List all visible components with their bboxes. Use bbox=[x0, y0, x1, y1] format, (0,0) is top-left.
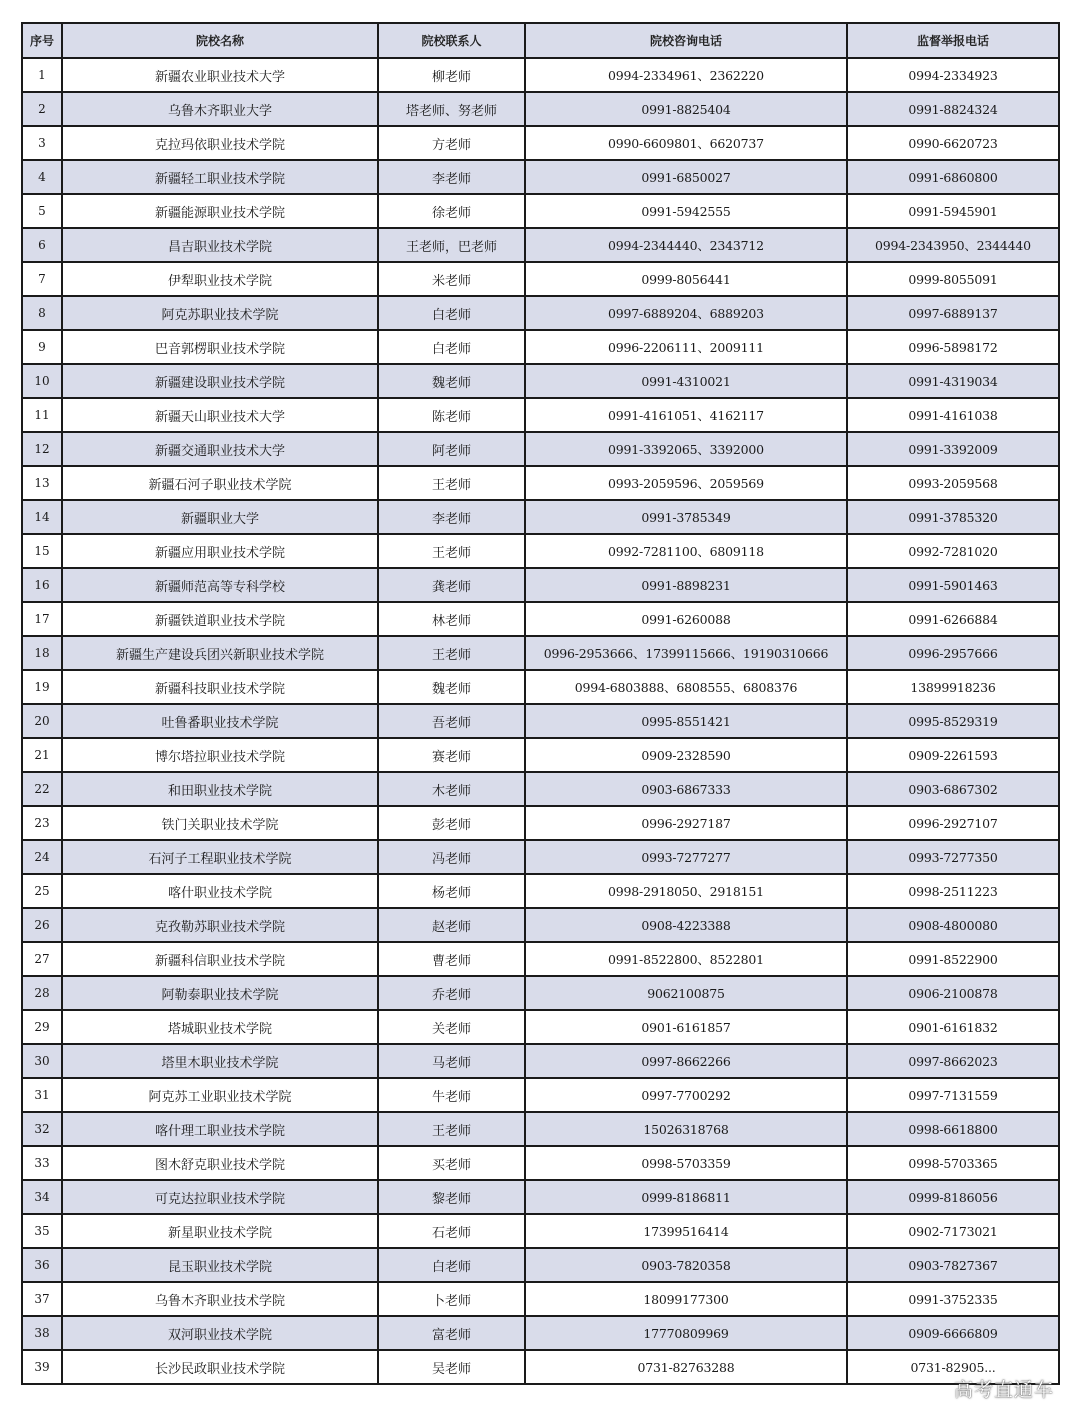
cell-consult-phone: 0999-8056441 bbox=[525, 262, 847, 296]
cell-index: 21 bbox=[22, 738, 62, 772]
table-row bbox=[22, 1044, 1059, 1078]
cell-index: 3 bbox=[22, 126, 62, 160]
cell-contact-person: 冯老师 bbox=[378, 840, 525, 874]
cell-report-phone: 0998-2511223 bbox=[847, 874, 1059, 908]
cell-index: 38 bbox=[22, 1316, 62, 1350]
cell-college-name: 可克达拉职业技术学院 bbox=[62, 1180, 378, 1214]
cell-college-name: 新疆应用职业技术学院 bbox=[62, 534, 378, 568]
cell-contact-person: 白老师 bbox=[378, 1248, 525, 1282]
cell-report-phone: 0991-4161038 bbox=[847, 398, 1059, 432]
cell-report-phone: 0909-6666809 bbox=[847, 1316, 1059, 1350]
cell-consult-phone: 0998-2918050、2918151 bbox=[525, 874, 847, 908]
cell-index: 6 bbox=[22, 228, 62, 262]
table-row bbox=[22, 840, 1059, 874]
table-row bbox=[22, 636, 1059, 670]
cell-report-phone: 0997-8662023 bbox=[847, 1044, 1059, 1078]
cell-consult-phone: 0991-5942555 bbox=[525, 194, 847, 228]
cell-college-name: 新疆石河子职业技术学院 bbox=[62, 466, 378, 500]
cell-contact-person: 塔老师、努老师 bbox=[378, 92, 525, 126]
cell-report-phone: 0991-8522900 bbox=[847, 942, 1059, 976]
cell-college-name: 乌鲁木齐职业大学 bbox=[62, 92, 378, 126]
table-row bbox=[22, 398, 1059, 432]
table-row bbox=[22, 1112, 1059, 1146]
cell-index: 23 bbox=[22, 806, 62, 840]
college-contact-table bbox=[21, 22, 1060, 1385]
cell-college-name: 铁门关职业技术学院 bbox=[62, 806, 378, 840]
cell-contact-person: 买老师 bbox=[378, 1146, 525, 1180]
cell-college-name: 新疆生产建设兵团兴新职业技术学院 bbox=[62, 636, 378, 670]
table-row bbox=[22, 228, 1059, 262]
cell-contact-person: 李老师 bbox=[378, 500, 525, 534]
cell-index: 12 bbox=[22, 432, 62, 466]
cell-index: 19 bbox=[22, 670, 62, 704]
cell-college-name: 巴音郭楞职业技术学院 bbox=[62, 330, 378, 364]
cell-index: 25 bbox=[22, 874, 62, 908]
cell-college-name: 博尔塔拉职业技术学院 bbox=[62, 738, 378, 772]
table-row bbox=[22, 296, 1059, 330]
cell-report-phone: 0995-8529319 bbox=[847, 704, 1059, 738]
cell-college-name: 新疆铁道职业技术学院 bbox=[62, 602, 378, 636]
cell-report-phone: 0996-5898172 bbox=[847, 330, 1059, 364]
cell-report-phone: 0991-3785320 bbox=[847, 500, 1059, 534]
table-row bbox=[22, 432, 1059, 466]
cell-report-phone: 0998-5703365 bbox=[847, 1146, 1059, 1180]
cell-consult-phone: 0997-6889204、6889203 bbox=[525, 296, 847, 330]
cell-contact-person: 王老师 bbox=[378, 534, 525, 568]
cell-report-phone: 0991-5901463 bbox=[847, 568, 1059, 602]
cell-index: 4 bbox=[22, 160, 62, 194]
table-row bbox=[22, 874, 1059, 908]
table-row bbox=[22, 772, 1059, 806]
cell-contact-person: 彭老师 bbox=[378, 806, 525, 840]
cell-contact-person: 牛老师 bbox=[378, 1078, 525, 1112]
cell-consult-phone: 9062100875 bbox=[525, 976, 847, 1010]
watermark-text: 高考直通车 bbox=[953, 1379, 1054, 1401]
cell-index: 8 bbox=[22, 296, 62, 330]
table-row bbox=[22, 1078, 1059, 1112]
cell-college-name: 新疆天山职业技术大学 bbox=[62, 398, 378, 432]
cell-index: 30 bbox=[22, 1044, 62, 1078]
table-row bbox=[22, 1316, 1059, 1350]
cell-contact-person: 乔老师 bbox=[378, 976, 525, 1010]
table-row bbox=[22, 670, 1059, 704]
cell-college-name: 新疆轻工职业技术学院 bbox=[62, 160, 378, 194]
cell-contact-person: 曹老师 bbox=[378, 942, 525, 976]
cell-index: 36 bbox=[22, 1248, 62, 1282]
cell-college-name: 昆玉职业技术学院 bbox=[62, 1248, 378, 1282]
table-row bbox=[22, 1282, 1059, 1316]
table-row bbox=[22, 58, 1059, 92]
cell-contact-person: 黎老师 bbox=[378, 1180, 525, 1214]
cell-contact-person: 白老师 bbox=[378, 296, 525, 330]
table-row bbox=[22, 1010, 1059, 1044]
cell-college-name: 新星职业技术学院 bbox=[62, 1214, 378, 1248]
cell-college-name: 石河子工程职业技术学院 bbox=[62, 840, 378, 874]
cell-contact-person: 吾老师 bbox=[378, 704, 525, 738]
cell-index: 34 bbox=[22, 1180, 62, 1214]
cell-index: 18 bbox=[22, 636, 62, 670]
cell-index: 26 bbox=[22, 908, 62, 942]
cell-contact-person: 王老师，巴老师 bbox=[378, 228, 525, 262]
table-row bbox=[22, 194, 1059, 228]
cell-consult-phone: 0991-6850027 bbox=[525, 160, 847, 194]
cell-college-name: 新疆建设职业技术学院 bbox=[62, 364, 378, 398]
cell-consult-phone: 0993-7277277 bbox=[525, 840, 847, 874]
cell-contact-person: 王老师 bbox=[378, 1112, 525, 1146]
table-row bbox=[22, 1248, 1059, 1282]
cell-index: 5 bbox=[22, 194, 62, 228]
cell-index: 13 bbox=[22, 466, 62, 500]
cell-contact-person: 李老师 bbox=[378, 160, 525, 194]
cell-contact-person: 阿老师 bbox=[378, 432, 525, 466]
cell-consult-phone: 0991-8825404 bbox=[525, 92, 847, 126]
cell-report-phone: 0997-7131559 bbox=[847, 1078, 1059, 1112]
cell-report-phone: 0902-7173021 bbox=[847, 1214, 1059, 1248]
cell-report-phone: 0909-2261593 bbox=[847, 738, 1059, 772]
cell-consult-phone: 0908-4223388 bbox=[525, 908, 847, 942]
cell-consult-phone: 0996-2953666、17399115666、19190310666 bbox=[525, 636, 847, 670]
cell-college-name: 和田职业技术学院 bbox=[62, 772, 378, 806]
cell-consult-phone: 17399516414 bbox=[525, 1214, 847, 1248]
cell-report-phone: 0903-6867302 bbox=[847, 772, 1059, 806]
cell-report-phone: 0993-7277350 bbox=[847, 840, 1059, 874]
cell-report-phone: 0992-7281020 bbox=[847, 534, 1059, 568]
table-row bbox=[22, 1180, 1059, 1214]
cell-index: 17 bbox=[22, 602, 62, 636]
cell-consult-phone: 0996-2206111、2009111 bbox=[525, 330, 847, 364]
cell-consult-phone: 0991-3785349 bbox=[525, 500, 847, 534]
cell-contact-person: 王老师 bbox=[378, 636, 525, 670]
cell-consult-phone: 15026318768 bbox=[525, 1112, 847, 1146]
cell-contact-person: 王老师 bbox=[378, 466, 525, 500]
cell-report-phone: 0994-2343950、2344440 bbox=[847, 228, 1059, 262]
cell-index: 28 bbox=[22, 976, 62, 1010]
table-row bbox=[22, 330, 1059, 364]
table-row bbox=[22, 364, 1059, 398]
cell-index: 29 bbox=[22, 1010, 62, 1044]
cell-contact-person: 徐老师 bbox=[378, 194, 525, 228]
cell-contact-person: 吴老师 bbox=[378, 1350, 525, 1384]
cell-college-name: 喀什职业技术学院 bbox=[62, 874, 378, 908]
cell-index: 20 bbox=[22, 704, 62, 738]
cell-consult-phone: 0991-8898231 bbox=[525, 568, 847, 602]
table-row bbox=[22, 126, 1059, 160]
cell-consult-phone: 0997-8662266 bbox=[525, 1044, 847, 1078]
cell-contact-person: 富老师 bbox=[378, 1316, 525, 1350]
cell-college-name: 新疆农业职业技术大学 bbox=[62, 58, 378, 92]
cell-consult-phone: 0903-7820358 bbox=[525, 1248, 847, 1282]
cell-college-name: 双河职业技术学院 bbox=[62, 1316, 378, 1350]
cell-index: 14 bbox=[22, 500, 62, 534]
cell-consult-phone: 0995-8551421 bbox=[525, 704, 847, 738]
cell-report-phone: 0731-82905... bbox=[847, 1350, 1059, 1384]
table-row bbox=[22, 262, 1059, 296]
cell-consult-phone: 0997-7700292 bbox=[525, 1078, 847, 1112]
cell-index: 15 bbox=[22, 534, 62, 568]
cell-college-name: 克拉玛依职业技术学院 bbox=[62, 126, 378, 160]
table-header-row bbox=[22, 23, 1059, 58]
cell-report-phone: 0991-3392009 bbox=[847, 432, 1059, 466]
cell-index: 37 bbox=[22, 1282, 62, 1316]
cell-college-name: 喀什理工职业技术学院 bbox=[62, 1112, 378, 1146]
cell-college-name: 吐鲁番职业技术学院 bbox=[62, 704, 378, 738]
cell-contact-person: 卜老师 bbox=[378, 1282, 525, 1316]
cell-report-phone: 0999-8055091 bbox=[847, 262, 1059, 296]
cell-index: 32 bbox=[22, 1112, 62, 1146]
cell-consult-phone: 0991-3392065、3392000 bbox=[525, 432, 847, 466]
cell-college-name: 新疆科信职业技术学院 bbox=[62, 942, 378, 976]
cell-report-phone: 0999-8186056 bbox=[847, 1180, 1059, 1214]
cell-college-name: 新疆能源职业技术学院 bbox=[62, 194, 378, 228]
cell-contact-person: 杨老师 bbox=[378, 874, 525, 908]
cell-contact-person: 魏老师 bbox=[378, 364, 525, 398]
cell-college-name: 新疆职业大学 bbox=[62, 500, 378, 534]
cell-report-phone: 0996-2927107 bbox=[847, 806, 1059, 840]
cell-report-phone: 0991-6266884 bbox=[847, 602, 1059, 636]
cell-index: 27 bbox=[22, 942, 62, 976]
cell-consult-phone: 18099177300 bbox=[525, 1282, 847, 1316]
cell-contact-person: 林老师 bbox=[378, 602, 525, 636]
cell-report-phone: 0997-6889137 bbox=[847, 296, 1059, 330]
table-row bbox=[22, 942, 1059, 976]
table-body bbox=[22, 58, 1059, 1384]
cell-report-phone: 0990-6620723 bbox=[847, 126, 1059, 160]
cell-consult-phone: 0909-2328590 bbox=[525, 738, 847, 772]
cell-college-name: 阿克苏职业技术学院 bbox=[62, 296, 378, 330]
cell-report-phone: 0998-6618800 bbox=[847, 1112, 1059, 1146]
cell-consult-phone: 0994-2334961、2362220 bbox=[525, 58, 847, 92]
cell-contact-person: 石老师 bbox=[378, 1214, 525, 1248]
header-college-name: 院校名称 bbox=[62, 23, 378, 58]
cell-college-name: 长沙民政职业技术学院 bbox=[62, 1350, 378, 1384]
contact-table-sheet bbox=[21, 22, 1058, 1385]
cell-consult-phone: 0991-4310021 bbox=[525, 364, 847, 398]
cell-consult-phone: 17770809969 bbox=[525, 1316, 847, 1350]
cell-report-phone: 13899918236 bbox=[847, 670, 1059, 704]
cell-consult-phone: 0998-5703359 bbox=[525, 1146, 847, 1180]
cell-report-phone: 0903-7827367 bbox=[847, 1248, 1059, 1282]
cell-contact-person: 赛老师 bbox=[378, 738, 525, 772]
header-report-phone: 监督举报电话 bbox=[847, 23, 1059, 58]
table-row bbox=[22, 92, 1059, 126]
cell-contact-person: 米老师 bbox=[378, 262, 525, 296]
cell-index: 31 bbox=[22, 1078, 62, 1112]
header-consult-phone: 院校咨询电话 bbox=[525, 23, 847, 58]
cell-report-phone: 0996-2957666 bbox=[847, 636, 1059, 670]
cell-consult-phone: 0991-8522800、8522801 bbox=[525, 942, 847, 976]
cell-college-name: 塔城职业技术学院 bbox=[62, 1010, 378, 1044]
cell-index: 24 bbox=[22, 840, 62, 874]
cell-college-name: 新疆科技职业技术学院 bbox=[62, 670, 378, 704]
table-row bbox=[22, 602, 1059, 636]
header-contact-person: 院校联系人 bbox=[378, 23, 525, 58]
table-row bbox=[22, 908, 1059, 942]
cell-index: 9 bbox=[22, 330, 62, 364]
cell-college-name: 克孜勒苏职业技术学院 bbox=[62, 908, 378, 942]
cell-consult-phone: 0991-4161051、4162117 bbox=[525, 398, 847, 432]
cell-consult-phone: 0994-6803888、6808555、6808376 bbox=[525, 670, 847, 704]
cell-consult-phone: 0999-8186811 bbox=[525, 1180, 847, 1214]
cell-index: 35 bbox=[22, 1214, 62, 1248]
cell-contact-person: 魏老师 bbox=[378, 670, 525, 704]
table-row bbox=[22, 466, 1059, 500]
header-index: 序号 bbox=[22, 23, 62, 58]
cell-report-phone: 0901-6161832 bbox=[847, 1010, 1059, 1044]
cell-index: 1 bbox=[22, 58, 62, 92]
cell-report-phone: 0991-6860800 bbox=[847, 160, 1059, 194]
cell-college-name: 图木舒克职业技术学院 bbox=[62, 1146, 378, 1180]
cell-contact-person: 陈老师 bbox=[378, 398, 525, 432]
cell-consult-phone: 0903-6867333 bbox=[525, 772, 847, 806]
table-row bbox=[22, 160, 1059, 194]
cell-consult-phone: 0731-82763288 bbox=[525, 1350, 847, 1384]
cell-consult-phone: 0991-6260088 bbox=[525, 602, 847, 636]
cell-consult-phone: 0992-7281100、6809118 bbox=[525, 534, 847, 568]
cell-contact-person: 白老师 bbox=[378, 330, 525, 364]
table-row bbox=[22, 738, 1059, 772]
cell-report-phone: 0906-2100878 bbox=[847, 976, 1059, 1010]
cell-consult-phone: 0993-2059596、2059569 bbox=[525, 466, 847, 500]
table-row bbox=[22, 976, 1059, 1010]
table-row bbox=[22, 704, 1059, 738]
cell-college-name: 新疆交通职业技术大学 bbox=[62, 432, 378, 466]
cell-consult-phone: 0901-6161857 bbox=[525, 1010, 847, 1044]
cell-consult-phone: 0990-6609801、6620737 bbox=[525, 126, 847, 160]
cell-report-phone: 0993-2059568 bbox=[847, 466, 1059, 500]
table-row bbox=[22, 1350, 1059, 1384]
table-row bbox=[22, 1146, 1059, 1180]
cell-index: 39 bbox=[22, 1350, 62, 1384]
cell-college-name: 阿勒泰职业技术学院 bbox=[62, 976, 378, 1010]
cell-consult-phone: 0996-2927187 bbox=[525, 806, 847, 840]
cell-college-name: 阿克苏工业职业技术学院 bbox=[62, 1078, 378, 1112]
cell-index: 7 bbox=[22, 262, 62, 296]
cell-report-phone: 0991-4319034 bbox=[847, 364, 1059, 398]
cell-college-name: 新疆师范高等专科学校 bbox=[62, 568, 378, 602]
cell-report-phone: 0908-4800080 bbox=[847, 908, 1059, 942]
cell-index: 33 bbox=[22, 1146, 62, 1180]
cell-contact-person: 关老师 bbox=[378, 1010, 525, 1044]
cell-index: 16 bbox=[22, 568, 62, 602]
cell-report-phone: 0994-2334923 bbox=[847, 58, 1059, 92]
cell-contact-person: 马老师 bbox=[378, 1044, 525, 1078]
cell-consult-phone: 0994-2344440、2343712 bbox=[525, 228, 847, 262]
table-row bbox=[22, 1214, 1059, 1248]
table-row bbox=[22, 534, 1059, 568]
cell-contact-person: 木老师 bbox=[378, 772, 525, 806]
cell-contact-person: 方老师 bbox=[378, 126, 525, 160]
cell-college-name: 乌鲁木齐职业技术学院 bbox=[62, 1282, 378, 1316]
cell-report-phone: 0991-8824324 bbox=[847, 92, 1059, 126]
cell-report-phone: 0991-5945901 bbox=[847, 194, 1059, 228]
table-row bbox=[22, 500, 1059, 534]
cell-college-name: 昌吉职业技术学院 bbox=[62, 228, 378, 262]
cell-contact-person: 龚老师 bbox=[378, 568, 525, 602]
cell-contact-person: 赵老师 bbox=[378, 908, 525, 942]
cell-index: 11 bbox=[22, 398, 62, 432]
table-row bbox=[22, 806, 1059, 840]
table-row bbox=[22, 568, 1059, 602]
cell-index: 2 bbox=[22, 92, 62, 126]
cell-college-name: 塔里木职业技术学院 bbox=[62, 1044, 378, 1078]
cell-index: 22 bbox=[22, 772, 62, 806]
cell-college-name: 伊犁职业技术学院 bbox=[62, 262, 378, 296]
cell-report-phone: 0991-3752335 bbox=[847, 1282, 1059, 1316]
cell-contact-person: 柳老师 bbox=[378, 58, 525, 92]
cell-index: 10 bbox=[22, 364, 62, 398]
